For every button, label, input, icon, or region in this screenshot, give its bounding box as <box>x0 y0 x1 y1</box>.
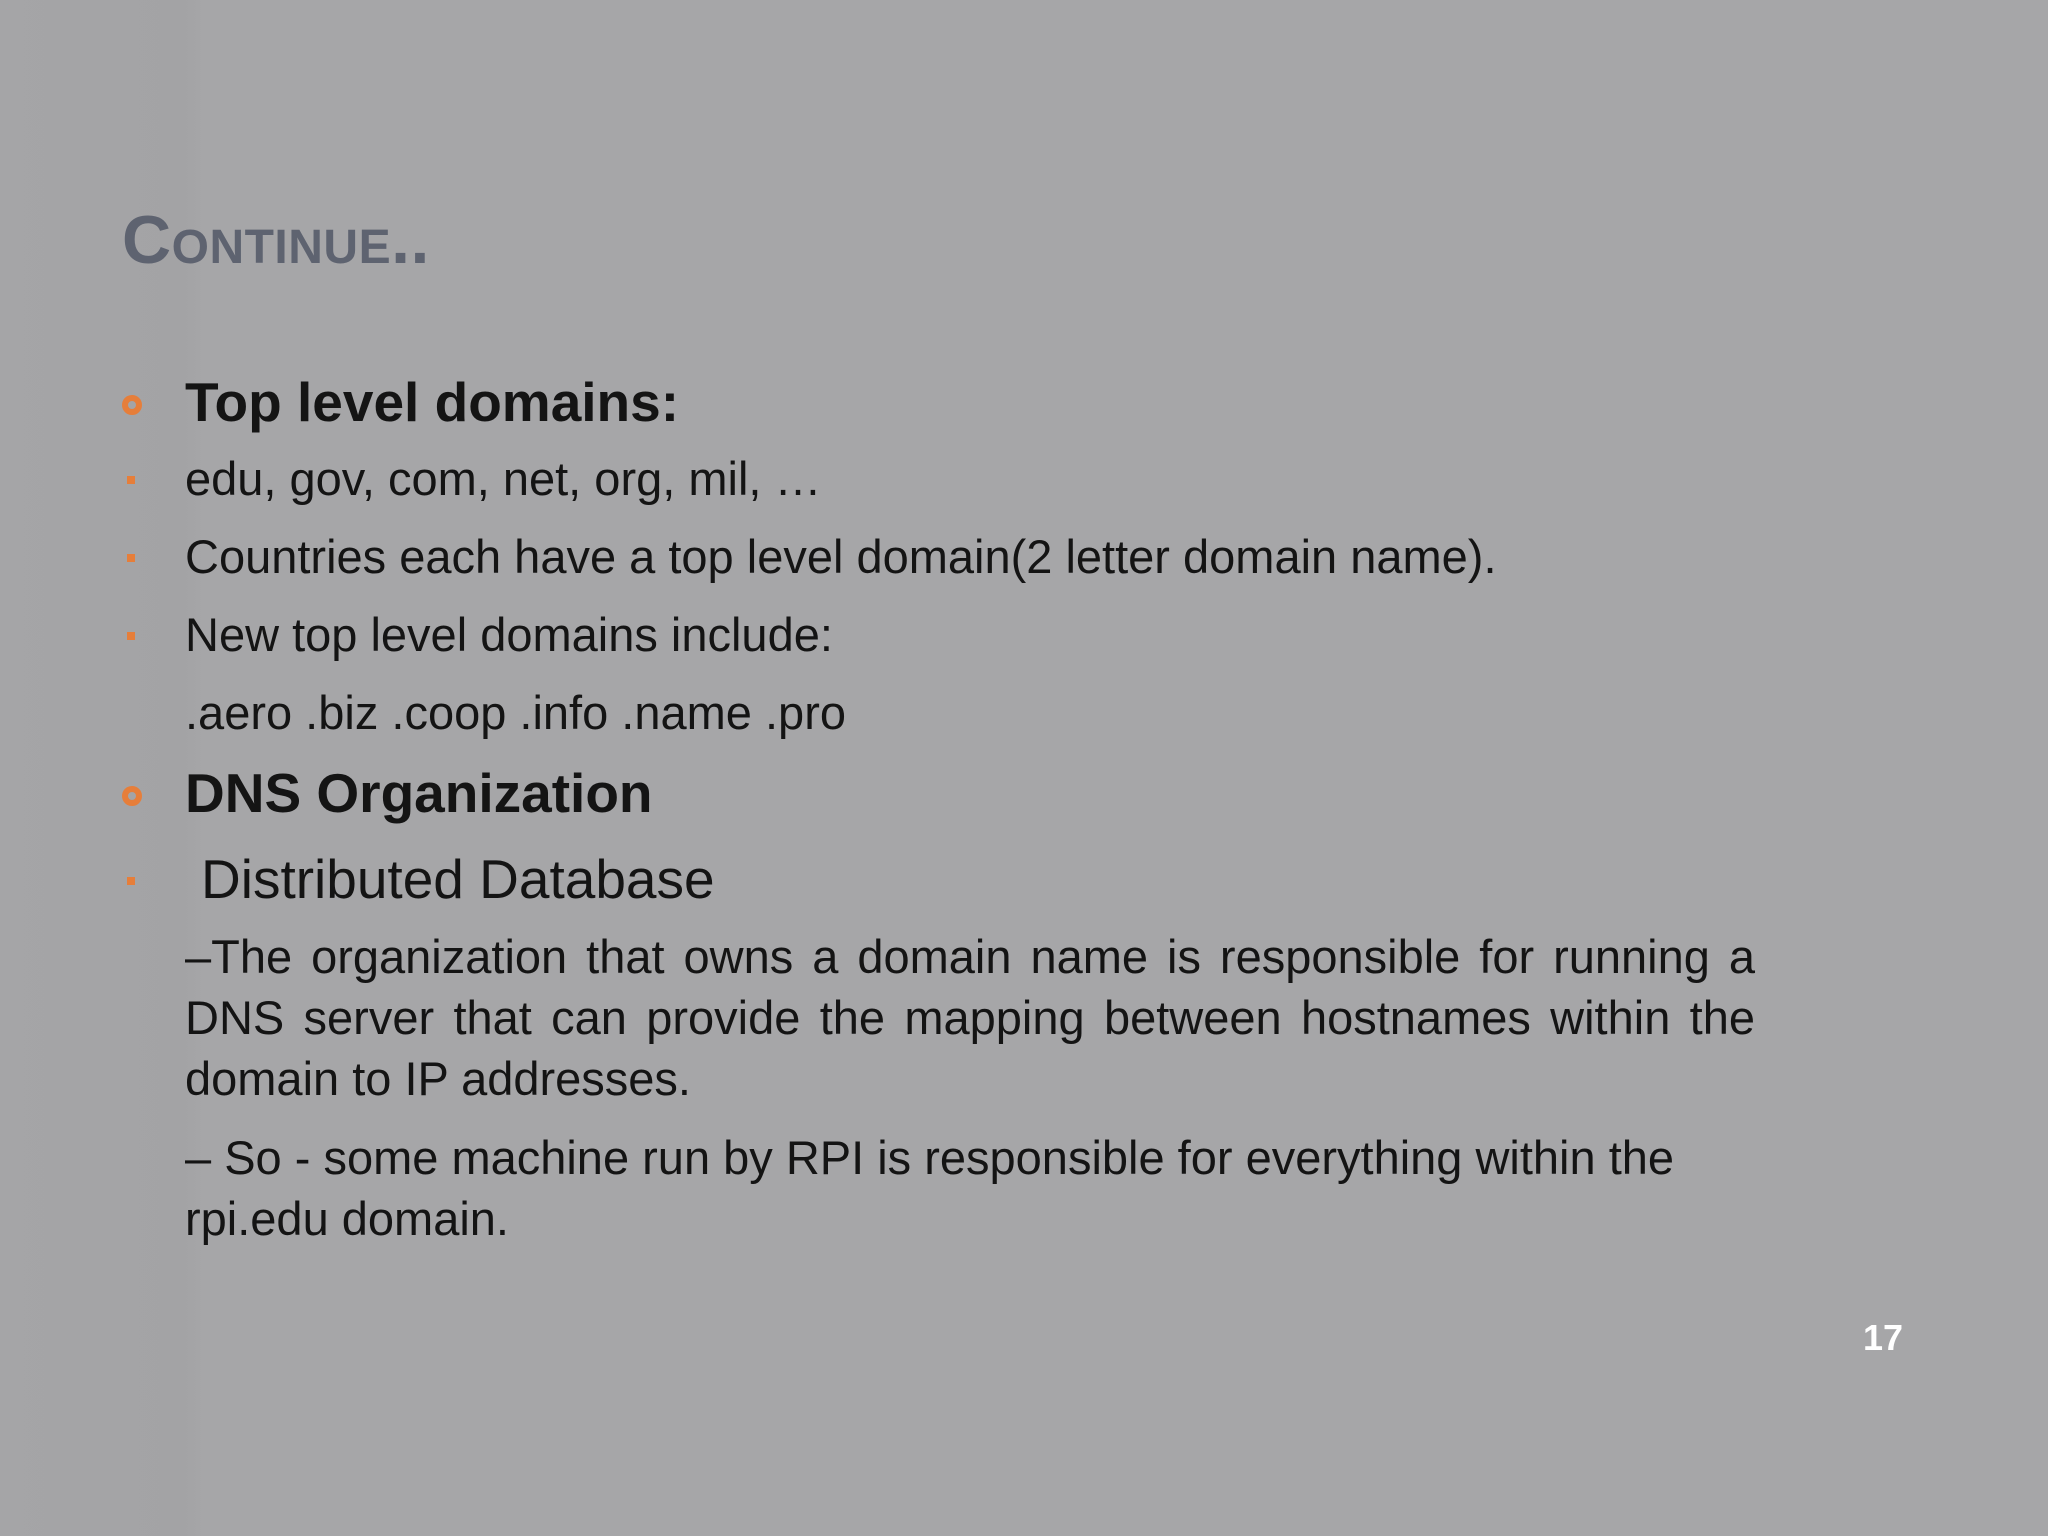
list-item-text: Distributed Database <box>201 848 715 910</box>
section-heading-dns-organization <box>122 761 1762 825</box>
ring-bullet-icon <box>122 395 142 415</box>
list-continuation-text: .aero .biz .coop .info .name .pro <box>185 686 846 739</box>
paragraph: –The organization that owns a domain name is responsible for running a DNS server that can provide the mapping between hostnames within the domain to IP addresses. <box>185 930 1755 1105</box>
slide-content <box>122 370 1762 1249</box>
square-bullet-icon <box>127 632 135 640</box>
slide-title: Continue.. <box>122 202 430 278</box>
section-heading-text: Top level domains: <box>185 371 680 433</box>
list-item-text: Countries each have a top level domain(2 letter domain name). <box>185 530 1497 583</box>
paragraph: – So - some machine run by RPI is responsible for everything within the rpi.edu domain. <box>185 1131 1675 1245</box>
square-bullet-icon <box>127 476 135 484</box>
section-heading-top-level-domains <box>122 370 1762 434</box>
square-bullet-icon <box>127 877 135 885</box>
ring-bullet-icon <box>122 786 142 806</box>
paragraph-block <box>122 926 1762 1249</box>
list-item <box>122 451 1762 507</box>
list-item <box>122 607 1762 663</box>
square-bullet-icon <box>127 554 135 562</box>
list-item-text: New top level domains include: <box>185 608 833 661</box>
page-number: 17 <box>1862 1317 1904 1358</box>
list-item-text: edu, gov, com, net, org, mil, … <box>185 452 822 505</box>
list-continuation <box>122 685 1762 741</box>
list-item <box>122 847 1762 911</box>
list-item <box>122 529 1762 585</box>
section-heading-text: DNS Organization <box>185 762 653 824</box>
